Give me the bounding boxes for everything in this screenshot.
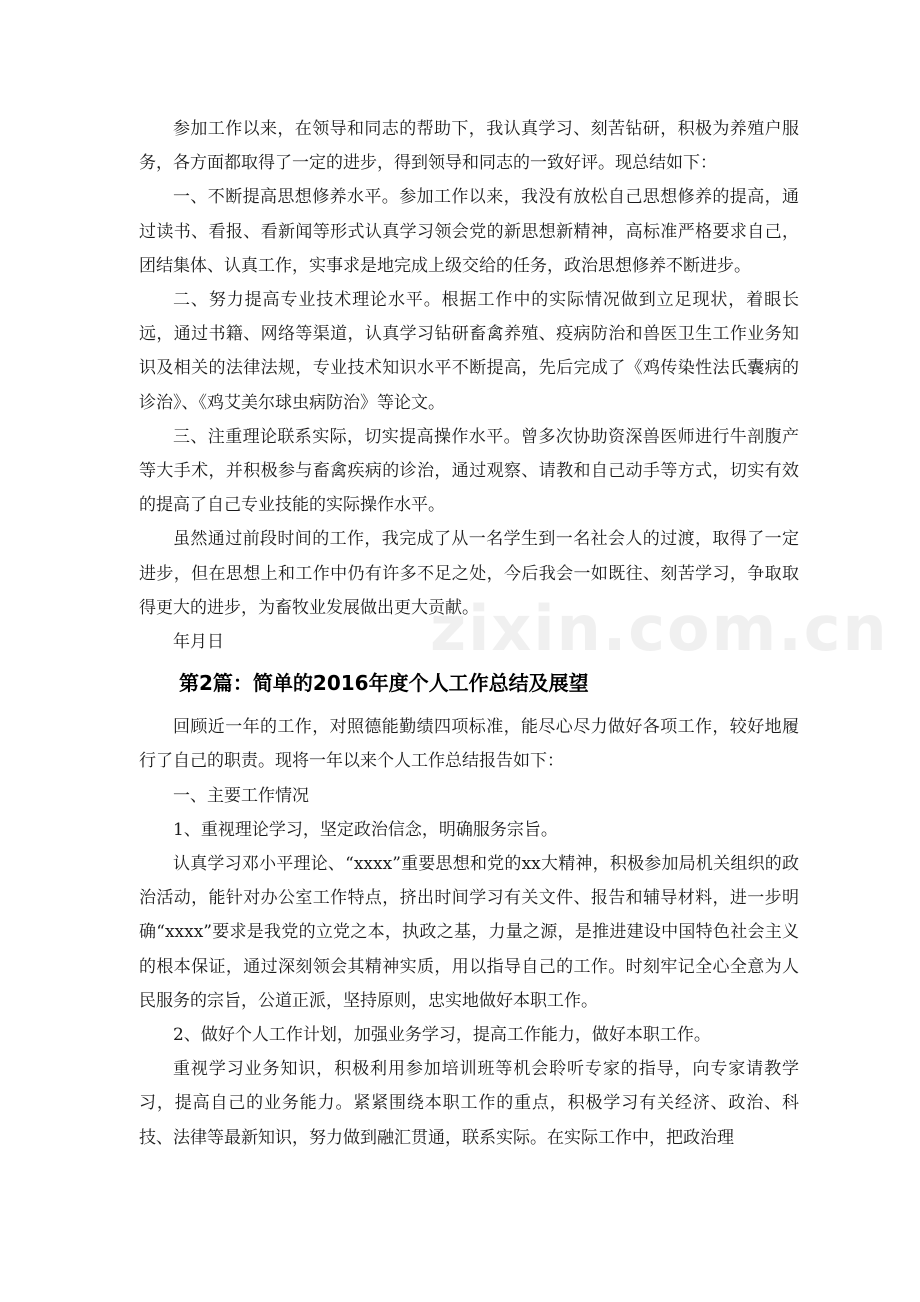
article-heading: 第2篇：简单的2016年度个人工作总结及展望 [179,671,589,696]
section-two-paragraph: 二、努力提高专业技术理论水平。根据工作中的实际情况做到立足现状，着眼长远，通过书籍、网络等渠道，认真学习钻研畜禽养殖、疫病防治和兽医卫生工作业务知识及相关的法律法规，专业技术知识水平不断提高，先后完成了《鸡传染性法氏囊病的诊治》、《鸡艾美尔球虫病防治》等论文。 [139,290,799,413]
main-work-heading: 一、主要工作情况 [173,785,309,806]
conclusion-paragraph: 虽然通过前段时间的工作，我完成了从一名学生到一名社会人的过渡，取得了一定进步，但在思想上和工作中仍有许多不足之处，今后我会一如既往、刻苦学习，争取取得更大的进步，为畜牧业发展做出更大贡献。 [139,529,799,618]
review-paragraph: 回顾近一年的工作，对照德能勤绩四项标准，能尽心尽力做好各项工作，较好地履行了自己的职责。现将一年以来个人工作总结报告如下： [139,717,799,772]
item-one-heading: 1、重视理论学习，坚定政治信念，明确服务宗旨。 [173,819,558,840]
item-two-paragraph: 重视学习业务知识，积极利用参加培训班等机会聆听专家的指导，向专家请教学习，提高自己的业务能力。紧紧围绕本职工作的重点，积极学习有关经济、政治、科技、法律等最新知识，努力做到融汇贯通，联系实际。在实际工作中，把政治理 [139,1059,799,1148]
item-two-heading: 2、做好个人工作计划，加强业务学习，提高工作能力，做好本职工作。 [173,1025,711,1046]
document-body [139,112,799,1155]
date-line: 年月日 [173,632,224,653]
watermark-text: zixin.com.cn [430,592,889,665]
section-one-paragraph: 一、不断提高思想修养水平。参加工作以来，我没有放松自己思想修养的提高，通过读书、看报、看新闻等形式认真学习领会党的新思想新精神，高标准严格要求自己，团结集体、认真工作，实事求是地完成上级交给的任务，政治思想修养不断进步。 [139,187,799,276]
section-three-paragraph: 三、注重理论联系实际，切实提高操作水平。曾多次协助资深兽医师进行牛剖腹产等大手术，并积极参与畜禽疾病的诊治，通过观察、请教和自己动手等方式，切实有效的提高了自己专业技能的实际操作水平。 [139,426,799,516]
intro-paragraph: 参加工作以来，在领导和同志的帮助下，我认真学习、刻苦钻研，积极为养殖户服务，各方面都取得了一定的进步，得到领导和同志的一致好评。现总结如下： [139,119,799,174]
item-one-paragraph: 认真学习邓小平理论、“xxxx”重要思想和党的xx大精神，积极参加局机关组织的政治活动，能针对办公室工作特点，挤出时间学习有关文件、报告和辅导材料，进一步明确“xxxx”要求是我党的立党之本，执政之基，力量之源，是推进建设中国特色社会主义的根本保证，通过深刻领会其精神实质，用以指导自己的工作。时刻牢记全心全意为人民服务的宗旨，公道正派，坚持原则，忠实地做好本职工作。 [139,854,799,1011]
